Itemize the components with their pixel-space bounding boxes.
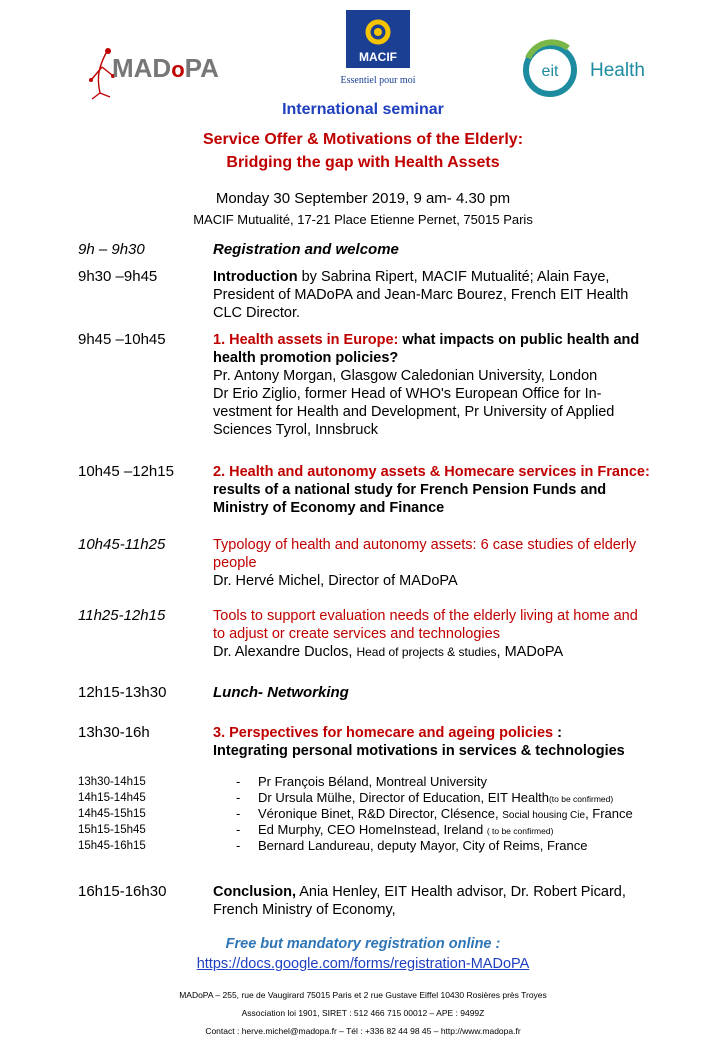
- list-item: - Bernard Landureau, deputy Mayor, City of Reims, France: [236, 838, 588, 853]
- slot-time: 11h25-12h15: [78, 607, 166, 624]
- seminar-venue: MACIF Mutualité, 17-21 Place Etienne Pernet, 75015 Paris: [193, 212, 533, 227]
- sub-slot-time: 15h45-16h15: [78, 840, 146, 852]
- seminar-title-line1: Service Offer & Motivations of the Elderly:: [202, 131, 524, 148]
- footer-legal: Association loi 1901, SIRET : 512 466 715 00012 – APE : 9499Z: [241, 1008, 485, 1018]
- seminar-title-line2: Bridging the gap with Health Assets: [226, 154, 500, 171]
- slot-time: 16h15-16h30: [78, 883, 167, 900]
- sub-slot-times: [78, 774, 146, 854]
- list-item: - Véronique Binet, R&D Director, Clésence, Social housing Cie, France: [236, 806, 633, 821]
- list-item: - Dr Ursula Mülhe, Director of Education, EIT Health(to be confirmed): [236, 790, 614, 805]
- svg-text:Essentiel pour moi: Essentiel pour moi: [340, 75, 416, 86]
- registration-link[interactable]: https://docs.google.com/forms/registration-MADoPA: [196, 956, 530, 972]
- slot-time: 10h45 –12h15: [78, 463, 174, 480]
- seminar-date: Monday 30 September 2019, 9 am- 4.30 pm: [215, 190, 511, 207]
- sub-slot-time: 14h15-14h45: [78, 792, 146, 804]
- slot-title: Registration and welcome: [213, 241, 399, 258]
- sub-slot-time: 13h30-14h15: [78, 776, 146, 788]
- slot-time: 12h15-13h30: [78, 684, 167, 701]
- slot-description: Tools to support evaluation needs of the elderly living at home and to adjust or create services and technologies Dr. Alexandre Duclos, Head of projects & studies, MADoPA: [213, 608, 638, 660]
- eit-health-logo: [518, 38, 673, 103]
- footer-address: MADoPA – 255, rue de Vaugirard 75015 Paris et 2 rue Gustave Eiffel 10430 Rosières près Troyes: [179, 990, 547, 1000]
- svg-text:Health: Health: [590, 60, 645, 81]
- madopa-logo: [88, 45, 238, 100]
- svg-text:MADoPA: MADoPA: [112, 53, 219, 83]
- registration-label: Free but mandatory registration online :: [225, 936, 501, 952]
- list-item: - Pr François Béland, Montreal University: [236, 774, 488, 789]
- slot-description: Conclusion, Ania Henley, EIT Health advisor, Dr. Robert Picard, French Ministry of Economy,: [213, 884, 626, 918]
- seminar-kicker: International seminar: [282, 101, 444, 118]
- slot-description: 2. Health and autonomy assets & Homecare services in France: results of a national study for French Pension Funds and Ministry of Economy and Finance: [213, 464, 650, 516]
- slot-time: 9h – 9h30: [78, 241, 145, 258]
- slot-time: 10h45-11h25: [78, 536, 166, 553]
- speaker-list: [236, 774, 633, 854]
- sub-slot-time: 15h15-15h45: [78, 824, 146, 836]
- slot-time: 9h45 –10h45: [78, 331, 166, 348]
- slot-description: 1. Health assets in Europe: what impacts on public health and health promotion policies? Pr. Antony Morgan, Glasgow Caledonian University, London Dr Erio Ziglio, former Head of WHO's European Office for In-vestment for Health and Development, Pr University of Applied Sciences Tyrol, Innsbruck: [213, 332, 640, 438]
- registration-link-wrap: [0, 956, 726, 972]
- list-item: - Ed Murphy, CEO HomeInstead, Ireland ( to be confirmed): [236, 822, 554, 837]
- svg-text:MACIF: MACIF: [359, 50, 397, 64]
- sub-slot-time: 14h45-15h15: [78, 808, 146, 820]
- slot-title: Lunch- Networking: [213, 684, 349, 701]
- slot-time: 13h30-16h: [78, 724, 150, 741]
- slot-time: 9h30 –9h45: [78, 268, 158, 285]
- svg-text:eit: eit: [541, 63, 559, 80]
- slot-description: Typology of health and autonomy assets: 6 case studies of elderly people Dr. Hervé Michel, Director of MADoPA: [213, 537, 637, 589]
- slot-description: 3. Perspectives for homecare and ageing policies : Integrating personal motivations in services & technologies: [213, 725, 625, 759]
- macif-logo: [328, 10, 428, 90]
- slot-description: Introduction by Sabrina Ripert, MACIF Mutualité; Alain Faye, President of MADoPA and Jean-Marc Bourez, French EIT Health CLC Director.: [213, 269, 629, 321]
- footer-contact: Contact : herve.michel@madopa.fr – Tél : +336 82 44 98 45 – http://www.madopa.fr: [205, 1026, 521, 1036]
